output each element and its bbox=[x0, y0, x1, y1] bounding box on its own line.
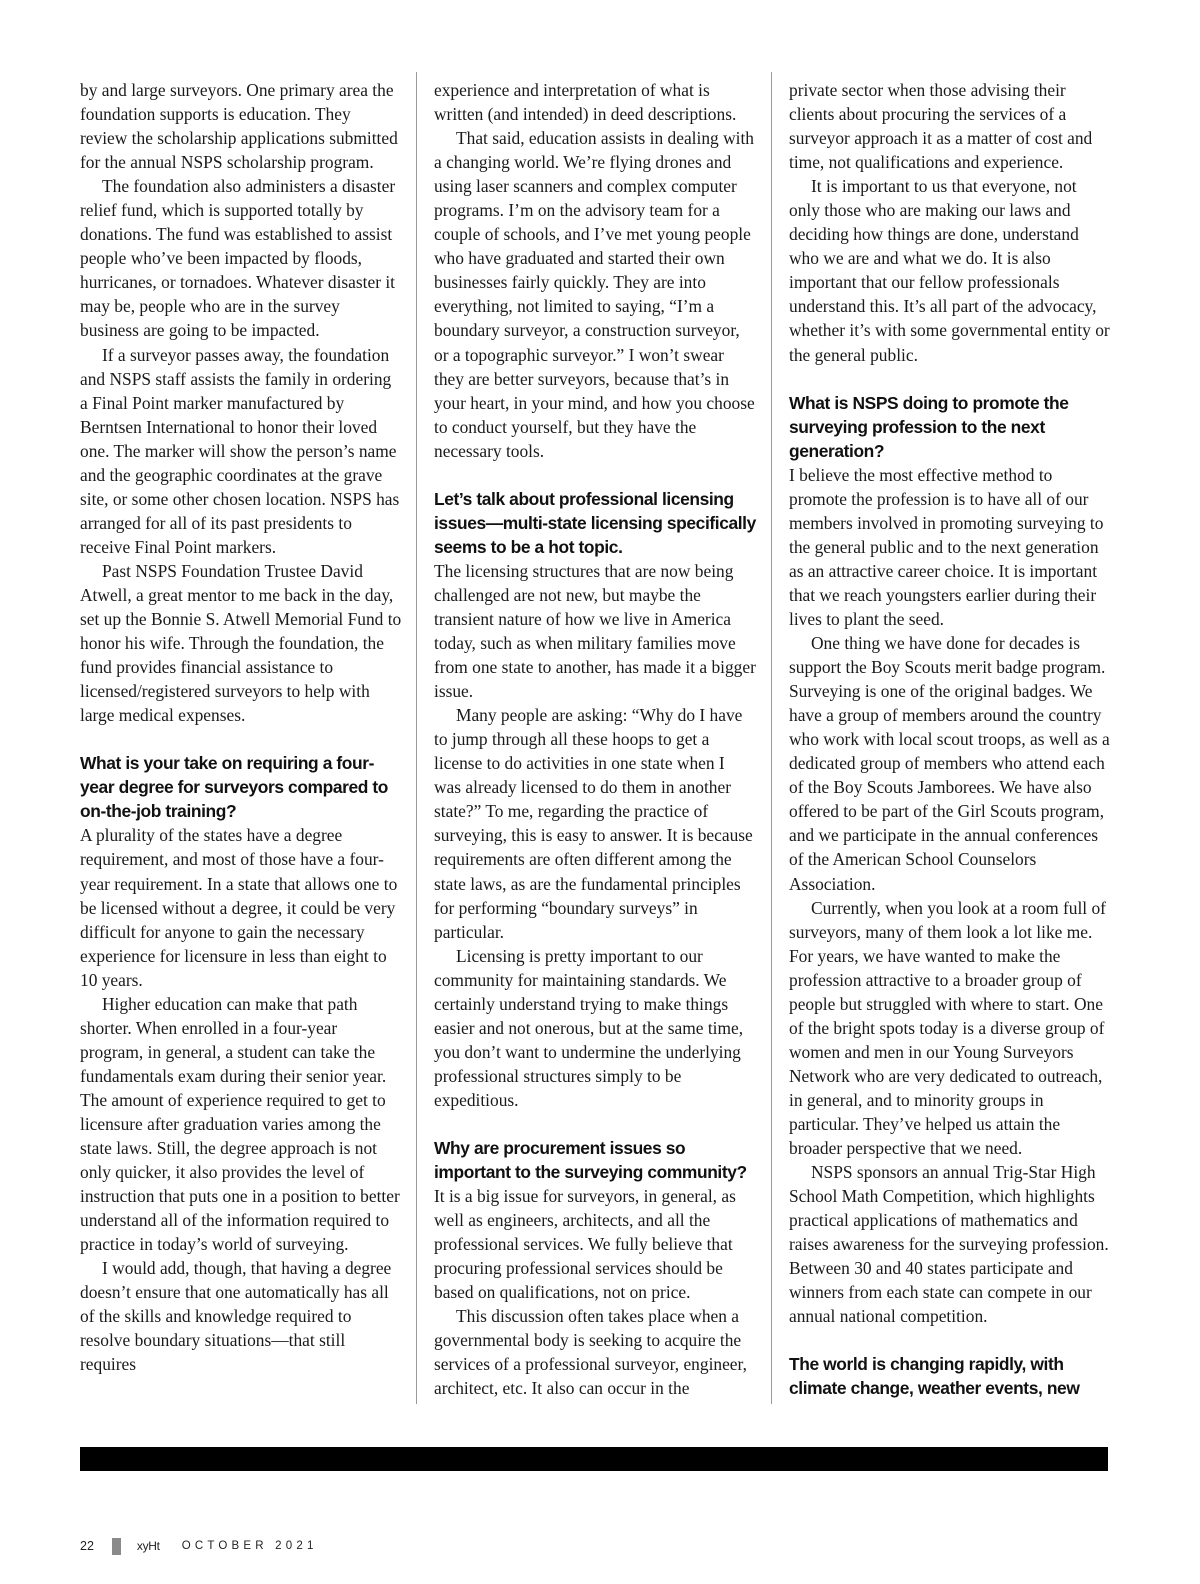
magazine-logo: xyHt bbox=[136, 1539, 160, 1553]
section-heading: Why are procurement issues so important to the surveying community? bbox=[434, 1137, 747, 1183]
body-paragraph: If a surveyor passes away, the foundation and NSPS staff assists the family in ordering a Final Point marker manufactured by Berntsen International to honor their loved one. The marker will show the person’s name and the geographic coordinates at the grave site, or some other chosen location. NSPS has arranged for all of its past presidents to receive Final Point markers. bbox=[80, 344, 400, 557]
page-footer bbox=[80, 1536, 318, 1556]
body-paragraph: private sector when those advising their clients about procuring the services of a surveyor approach it as a matter of cost and time, not qualifications and experience. bbox=[789, 80, 1093, 173]
column-rule-1 bbox=[416, 72, 417, 1404]
body-paragraph: A plurality of the states have a degree requirement, and most of those have a four-year requirement. In a state that allows one to be licensed without a degree, it could be very difficult for anyone to gain the necessary experience for licensure in less than eight to 10 years. bbox=[80, 825, 398, 990]
body-paragraph: by and large surveyors. One primary area the foundation supports is education. They review the scholarship applications submitted for the annual NSPS scholarship program. bbox=[80, 80, 398, 173]
body-paragraph: I would add, though, that having a degree doesn’t ensure that one automatically has all of the skills and knowledge required to resolve boundary situations—that still requires bbox=[80, 1258, 392, 1375]
body-paragraph: It is a big issue for surveyors, in general, as well as engineers, architects, and all the professional services. We fully believe that procuring professional services should be based on qualifications, not on price. bbox=[434, 1186, 736, 1303]
page-number: 22 bbox=[80, 1539, 94, 1553]
footer-square-icon bbox=[112, 1538, 121, 1555]
section-heading: What is your take on requiring a four-year degree for surveyors compared to on-the-job training? bbox=[80, 753, 389, 822]
body-paragraph: experience and interpretation of what is written (and intended) in deed descriptions. bbox=[434, 80, 737, 125]
body-paragraph: I believe the most effective method to promote the profession is to have all of our members involved in promoting surveying to the general public and to the next generation as an attractive career choice. It is important that we reach youngsters earlier during their lives to plant the seed. bbox=[789, 464, 1104, 629]
column-1 bbox=[80, 78, 402, 1376]
body-paragraph: One thing we have done for decades is support the Boy Scouts merit badge program. Surveying is one of the original badges. We have a group of members around the country who work with local scout troops, as well as a dedicated group of members who attend each of the Boy Scouts Jamborees. We have also offered to be part of the Girl Scouts program, and we participate in the annual conferences of the American School Counselors Association. bbox=[789, 633, 1110, 894]
body-paragraph: The foundation also administers a disaster relief fund, which is supported totally by donations. The fund was established to assist people who’ve been impacted by floods, hurricanes, or tornadoes. Whatever disaster it may be, people who are in the survey business are going to be impacted. bbox=[80, 176, 396, 341]
body-paragraph: That said, education assists in dealing with a changing world. We’re flying drones and using laser scanners and complex computer programs. I’m on the advisory team for a couple of schools, and I’ve met young people who have graduated and started their own businesses fairly quickly. They are into everything, not limited to saying, “I’m a boundary surveyor, a construction surveyor, or a topographic surveyor.” I won’t swear they are better surveyors, because that’s in your heart, in your mind, and how you choose to conduct yourself, but they have the necessary tools. bbox=[434, 128, 755, 461]
issue-date: OCTOBER 2021 bbox=[181, 1540, 318, 1552]
body-paragraph: Many people are asking: “Why do I have to jump through all these hoops to get a license to do activities in one state when I was already licensed to do them in another state?” To me, regarding the practice of surveying, this is easy to answer. It is because requirements are often different among the state laws, as are the fundamental principles for performing “boundary surveys” in particular. bbox=[434, 705, 753, 942]
body-paragraph: Past NSPS Foundation Trustee David Atwell, a great mentor to me back in the day, set up the Bonnie S. Atwell Memorial Fund to honor his wife. Through the foundation, the fund provides financial assistance to licensed/registered surveyors to help with large medical expenses. bbox=[80, 560, 402, 726]
body-paragraph: Currently, when you look at a room full of surveyors, many of them look a lot like me. For years, we have wanted to make the profession attractive to a broader group of people but struggled with where to start. One of the bright spots today is a diverse group of women and men in our Young Surveyors Network who are very dedicated to outreach, in general, and to minority groups in particular. They’ve helped us attain the broader perspective that we need. bbox=[789, 897, 1106, 1159]
section-heading: Let’s talk about professional licensing issues—multi-state licensing specifically seems to be a hot topic. bbox=[434, 488, 756, 557]
body-paragraph: The licensing structures that are now being challenged are not new, but maybe the transient nature of how we live in America today, such as when military families move from one state to another, has made it a bigger issue. bbox=[434, 560, 756, 702]
section-heading: What is NSPS doing to promote the surveying profession to the next generation? bbox=[789, 392, 1069, 461]
body-paragraph: This discussion often takes place when a governmental body is seeking to acquire the services of a professional surveyor, engineer, architect, etc. It also can occur in the bbox=[434, 1306, 747, 1399]
body-paragraph: It is important to us that everyone, not only those who are making our laws and deciding how things are done, understand who we are and what we do. It is also important that our fellow professionals understand this. It’s all part of the advocacy, whether it’s with some governmental entity or the general public. bbox=[789, 176, 1110, 365]
body-paragraph: NSPS sponsors an annual Trig-Star High School Math Competition, which highlights practical applications of mathematics and raises awareness for the surveying profession. Between 30 and 40 states participate and winners from each state can compete in our annual national competition. bbox=[789, 1162, 1109, 1327]
column-3 bbox=[789, 78, 1111, 1400]
body-paragraph: Higher education can make that path shorter. When enrolled in a four-year program, in general, a student can take the fundamentals exam during their senior year. The amount of experience required to get to licensure after graduation varies among the state laws. Still, the degree approach is not only quicker, it also provides the level of instruction that puts one in a position to better understand all of the information required to practice in today’s world of surveying. bbox=[80, 993, 400, 1255]
column-2 bbox=[434, 78, 756, 1400]
section-heading: The world is changing rapidly, with climate change, weather events, new bbox=[789, 1354, 1080, 1399]
column-rule-2 bbox=[771, 72, 772, 1404]
body-paragraph: Licensing is pretty important to our community for maintaining standards. We certainly understand trying to make things easier and not onerous, but at the same time, you don’t want to undermine the underlying professional structures simply to be expeditious. bbox=[434, 945, 744, 1110]
footer-bar bbox=[80, 1447, 1108, 1471]
